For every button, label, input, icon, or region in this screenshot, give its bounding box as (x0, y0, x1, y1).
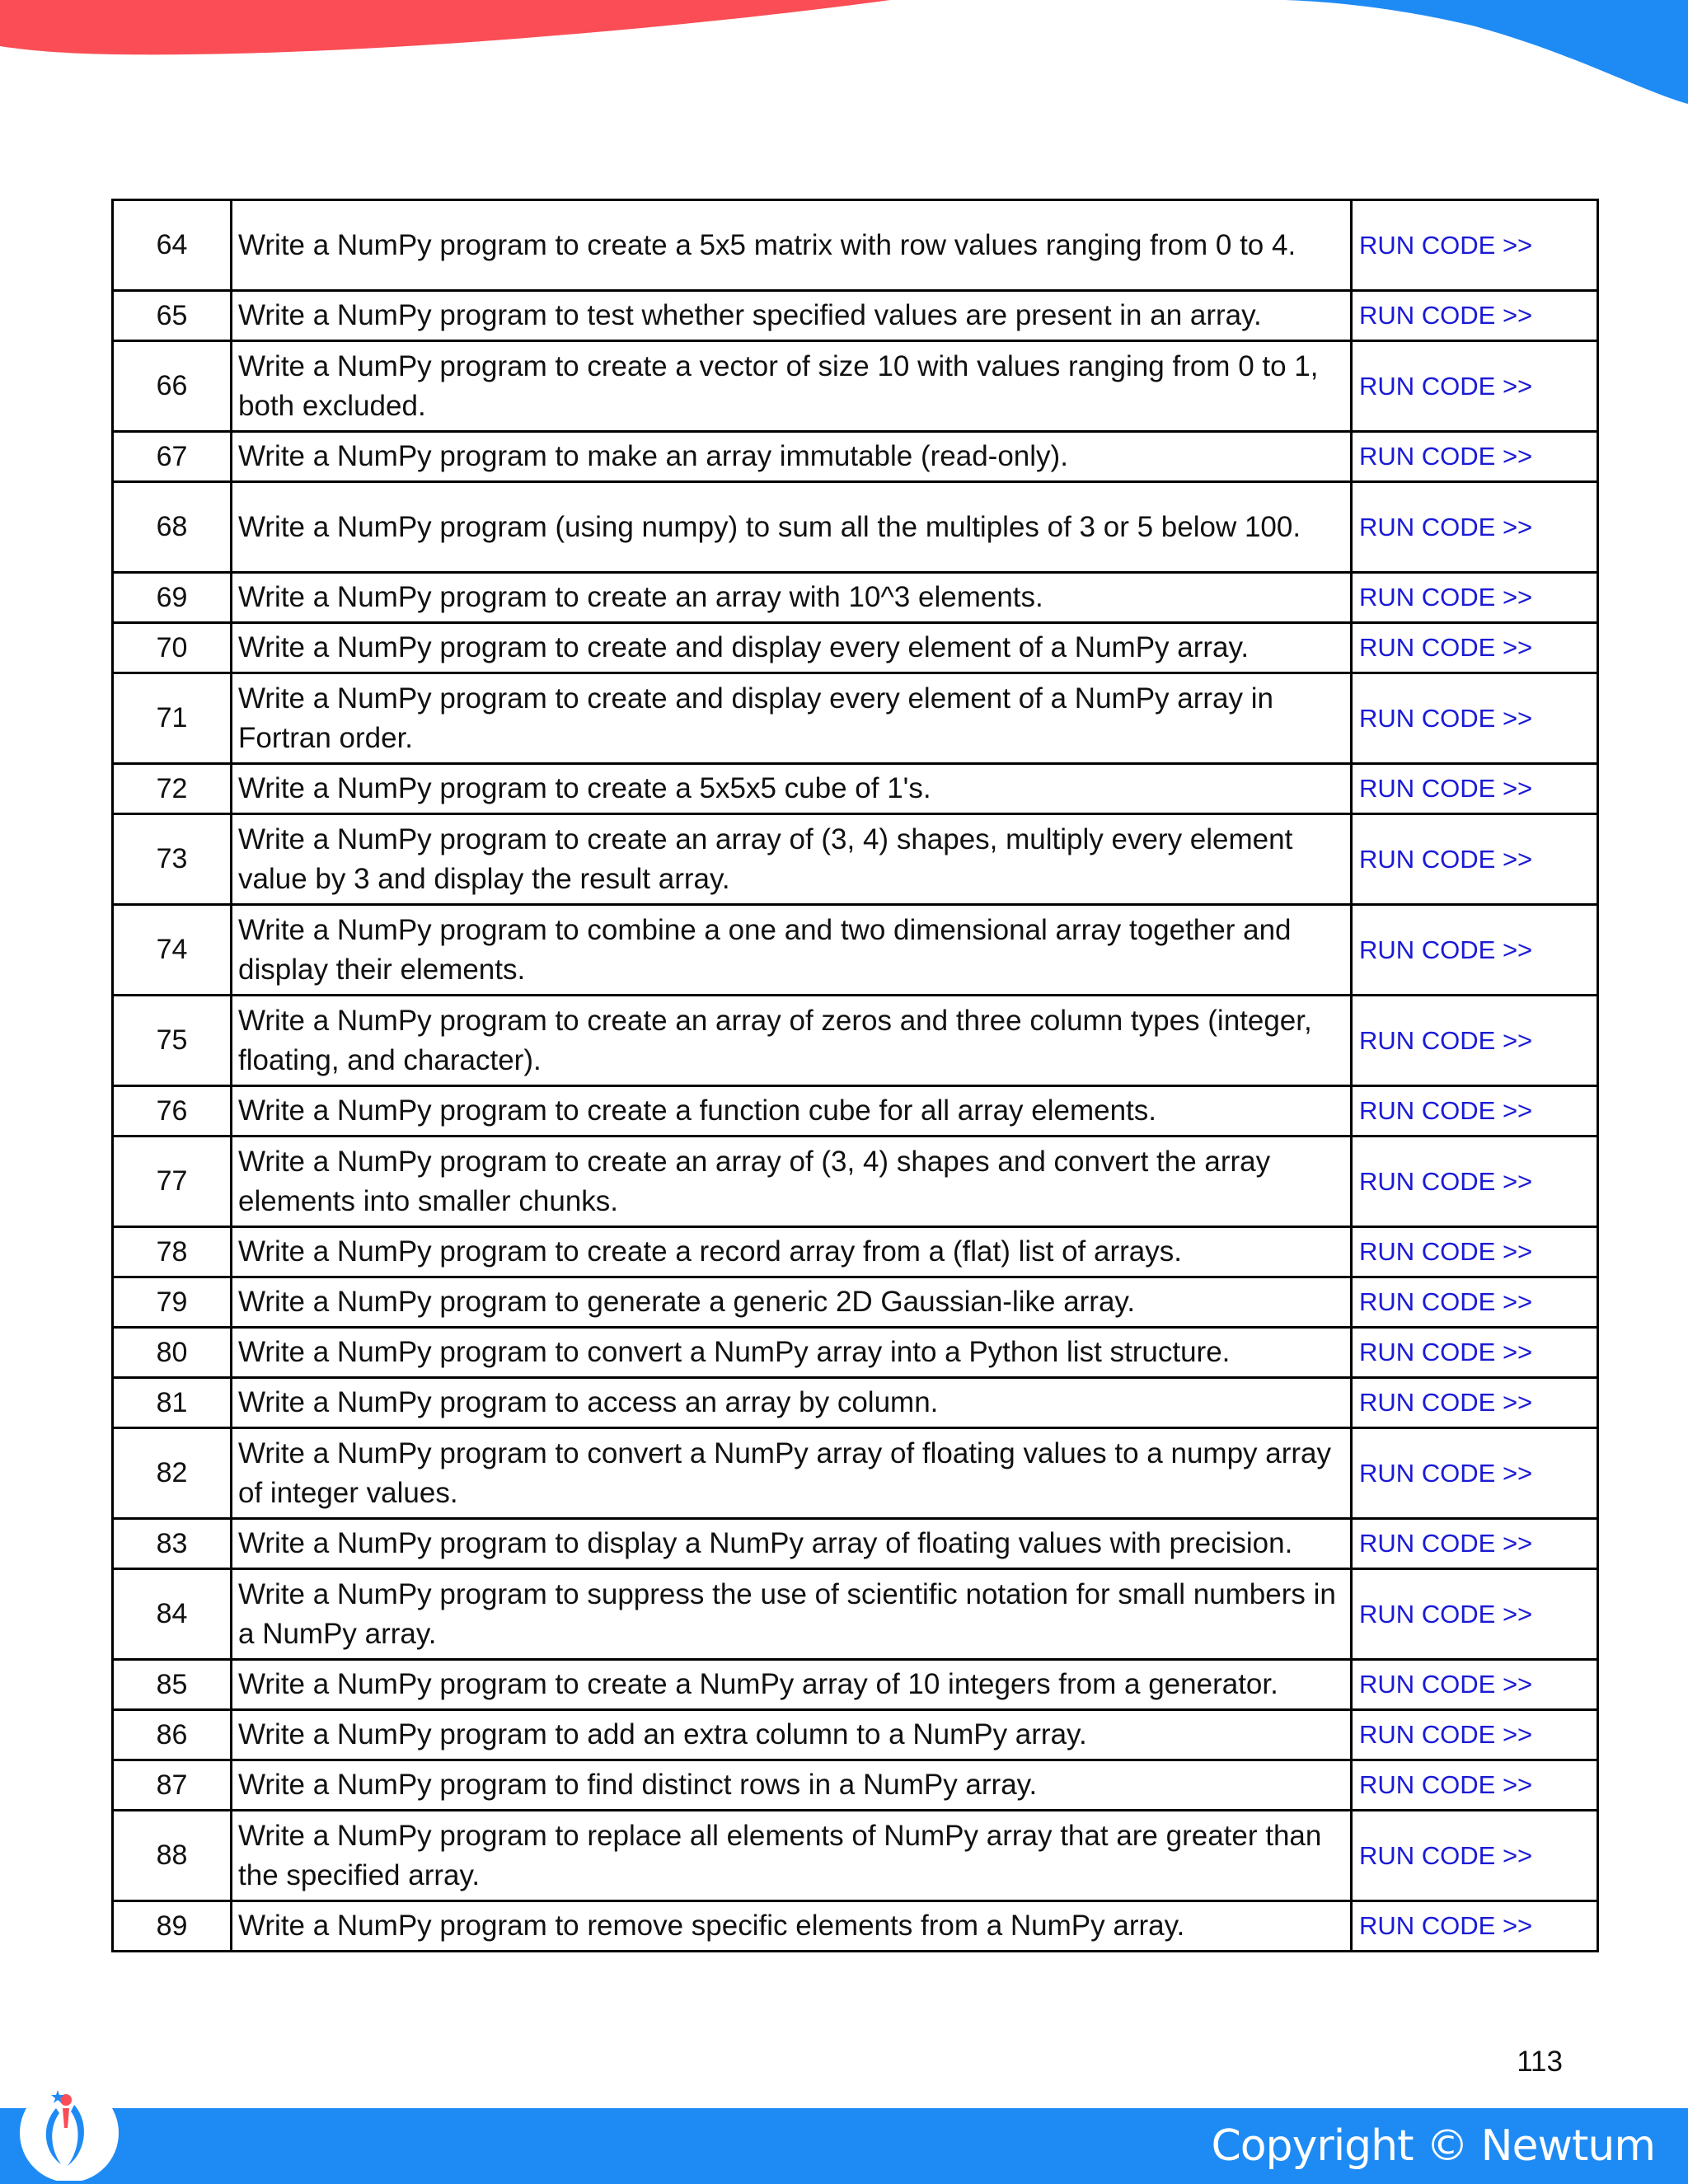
run-code-cell (1352, 1277, 1598, 1328)
exercise-description: Write a NumPy program to create an array of zeros and three column types (integer, floating, and character). (232, 996, 1352, 1086)
exercise-number: 88 (113, 1811, 232, 1901)
exercise-number: 65 (113, 291, 232, 341)
run-code-cell (1352, 341, 1598, 432)
exercise-number: 77 (113, 1137, 232, 1227)
table-row (113, 482, 1598, 573)
exercise-number: 71 (113, 673, 232, 764)
run-code-link[interactable]: RUN CODE >> (1359, 1599, 1533, 1629)
table-row (113, 341, 1598, 432)
run-code-cell (1352, 1519, 1598, 1569)
run-code-link[interactable]: RUN CODE >> (1359, 1025, 1533, 1055)
table-row (113, 1901, 1598, 1952)
exercise-description: Write a NumPy program to create a function cube for all array elements. (232, 1086, 1352, 1137)
exercise-number: 68 (113, 482, 232, 573)
exercise-description: Write a NumPy program to create a vector of size 10 with values ranging from 0 to 1, both excluded. (232, 341, 1352, 432)
top-wave-decoration (0, 0, 1688, 115)
exercise-description: Write a NumPy program to remove specific elements from a NumPy array. (232, 1901, 1352, 1952)
table-row (113, 1710, 1598, 1760)
table-row (113, 1277, 1598, 1328)
exercise-number: 78 (113, 1227, 232, 1277)
exercise-number: 74 (113, 905, 232, 996)
exercise-description: Write a NumPy program to create a 5x5 matrix with row values ranging from 0 to 4. (232, 200, 1352, 291)
run-code-link[interactable]: RUN CODE >> (1359, 935, 1533, 964)
exercise-description: Write a NumPy program to create an array of (3, 4) shapes, multiply every element value by 3 and display the result array. (232, 814, 1352, 905)
exercise-number: 87 (113, 1760, 232, 1811)
table-row (113, 814, 1598, 905)
exercise-number: 86 (113, 1710, 232, 1760)
exercise-table (111, 199, 1599, 1952)
page-number: 113 (1517, 2046, 1563, 2078)
exercise-description: Write a NumPy program to create and display every element of a NumPy array. (232, 623, 1352, 673)
table-row (113, 200, 1598, 291)
run-code-link[interactable]: RUN CODE >> (1359, 371, 1533, 401)
exercise-number: 79 (113, 1277, 232, 1328)
run-code-cell (1352, 1710, 1598, 1760)
exercise-description: Write a NumPy program to convert a NumPy array into a Python list structure. (232, 1328, 1352, 1378)
exercise-description: Write a NumPy program to combine a one and two dimensional array together and display their elements. (232, 905, 1352, 996)
exercise-number: 82 (113, 1428, 232, 1519)
run-code-cell (1352, 1660, 1598, 1710)
run-code-link[interactable]: RUN CODE >> (1359, 1911, 1533, 1940)
run-code-link[interactable]: RUN CODE >> (1359, 1458, 1533, 1488)
exercise-description: Write a NumPy program to create an array with 10^3 elements. (232, 573, 1352, 623)
exercise-description: Write a NumPy program to create a NumPy array of 10 integers from a generator. (232, 1660, 1352, 1710)
exercise-number: 80 (113, 1328, 232, 1378)
exercise-description: Write a NumPy program to make an array immutable (read-only). (232, 432, 1352, 482)
table-row (113, 996, 1598, 1086)
run-code-cell (1352, 1328, 1598, 1378)
exercise-description: Write a NumPy program to access an array by column. (232, 1378, 1352, 1428)
run-code-link[interactable]: RUN CODE >> (1359, 1529, 1533, 1558)
table-row (113, 673, 1598, 764)
run-code-link[interactable]: RUN CODE >> (1359, 1770, 1533, 1799)
run-code-cell (1352, 573, 1598, 623)
run-code-link[interactable]: RUN CODE >> (1359, 703, 1533, 733)
table-row (113, 1811, 1598, 1901)
exercise-number: 72 (113, 764, 232, 814)
run-code-cell (1352, 1428, 1598, 1519)
run-code-link[interactable]: RUN CODE >> (1359, 1670, 1533, 1699)
table-row (113, 432, 1598, 482)
run-code-link[interactable]: RUN CODE >> (1359, 1096, 1533, 1125)
run-code-cell (1352, 673, 1598, 764)
table-row (113, 764, 1598, 814)
table-row (113, 1569, 1598, 1660)
run-code-cell (1352, 1086, 1598, 1137)
exercise-number: 73 (113, 814, 232, 905)
table-row (113, 1519, 1598, 1569)
run-code-link[interactable]: RUN CODE >> (1359, 633, 1533, 662)
run-code-cell (1352, 905, 1598, 996)
exercise-description: Write a NumPy program to create an array of (3, 4) shapes and convert the array elements into smaller chunks. (232, 1137, 1352, 1227)
table-row (113, 1378, 1598, 1428)
exercise-description: Write a NumPy program (using numpy) to sum all the multiples of 3 or 5 below 100. (232, 482, 1352, 573)
exercise-number: 89 (113, 1901, 232, 1952)
run-code-cell (1352, 1137, 1598, 1227)
run-code-link[interactable]: RUN CODE >> (1359, 1840, 1533, 1870)
table-row (113, 1760, 1598, 1811)
run-code-cell (1352, 432, 1598, 482)
run-code-cell (1352, 200, 1598, 291)
run-code-cell (1352, 482, 1598, 573)
exercise-number: 81 (113, 1378, 232, 1428)
run-code-cell (1352, 1901, 1598, 1952)
exercise-number: 64 (113, 200, 232, 291)
exercise-description: Write a NumPy program to convert a NumPy array of floating values to a numpy array of integer values. (232, 1428, 1352, 1519)
exercise-description: Write a NumPy program to create and display every element of a NumPy array in Fortran order. (232, 673, 1352, 764)
exercise-description: Write a NumPy program to find distinct rows in a NumPy array. (232, 1760, 1352, 1811)
run-code-link[interactable]: RUN CODE >> (1359, 1166, 1533, 1196)
run-code-link[interactable]: RUN CODE >> (1359, 1388, 1533, 1417)
exercise-description: Write a NumPy program to add an extra column to a NumPy array. (232, 1710, 1352, 1760)
run-code-cell (1352, 1811, 1598, 1901)
run-code-cell (1352, 1227, 1598, 1277)
run-code-cell (1352, 764, 1598, 814)
exercise-description: Write a NumPy program to create a 5x5x5 cube of 1's. (232, 764, 1352, 814)
exercise-number: 85 (113, 1660, 232, 1710)
exercise-number: 67 (113, 432, 232, 482)
exercise-number: 75 (113, 996, 232, 1086)
exercise-description: Write a NumPy program to replace all elements of NumPy array that are greater than the specified array. (232, 1811, 1352, 1901)
run-code-link[interactable]: RUN CODE >> (1359, 1237, 1533, 1266)
exercise-description: Write a NumPy program to create a record array from a (flat) list of arrays. (232, 1227, 1352, 1277)
table-row (113, 1137, 1598, 1227)
newtum-logo-icon (16, 2075, 122, 2181)
top-wave-red (0, 0, 890, 54)
table-row (113, 1428, 1598, 1519)
run-code-link[interactable]: RUN CODE >> (1359, 1338, 1533, 1366)
exercise-number: 70 (113, 623, 232, 673)
exercise-number: 76 (113, 1086, 232, 1137)
table-row (113, 573, 1598, 623)
run-code-cell (1352, 996, 1598, 1086)
table-row (113, 1328, 1598, 1378)
run-code-link[interactable]: RUN CODE >> (1359, 230, 1533, 260)
run-code-link[interactable]: RUN CODE >> (1359, 774, 1533, 803)
exercise-number: 84 (113, 1569, 232, 1660)
table-row (113, 1227, 1598, 1277)
exercise-description: Write a NumPy program to generate a generic 2D Gaussian-like array. (232, 1277, 1352, 1328)
run-code-cell (1352, 1378, 1598, 1428)
run-code-link[interactable]: RUN CODE >> (1359, 512, 1533, 541)
run-code-cell (1352, 291, 1598, 341)
exercise-description: Write a NumPy program to display a NumPy array of floating values with precision. (232, 1519, 1352, 1569)
exercise-number: 69 (113, 573, 232, 623)
table-row (113, 905, 1598, 996)
run-code-link[interactable]: RUN CODE >> (1359, 1720, 1533, 1749)
run-code-link[interactable]: RUN CODE >> (1359, 844, 1533, 874)
run-code-cell (1352, 1760, 1598, 1811)
run-code-cell (1352, 814, 1598, 905)
table-row (113, 623, 1598, 673)
copyright-text: Copyright © Newtum (1211, 2121, 1655, 2171)
run-code-cell (1352, 623, 1598, 673)
table-row (113, 291, 1598, 341)
run-code-link[interactable]: RUN CODE >> (1359, 301, 1533, 330)
run-code-link[interactable]: RUN CODE >> (1359, 1287, 1533, 1316)
top-wave-blue (1286, 0, 1688, 104)
run-code-link[interactable]: RUN CODE >> (1359, 583, 1533, 612)
run-code-link[interactable]: RUN CODE >> (1359, 442, 1533, 471)
exercise-number: 66 (113, 341, 232, 432)
table-row (113, 1660, 1598, 1710)
table-row (113, 1086, 1598, 1137)
exercise-description: Write a NumPy program to test whether specified values are present in an array. (232, 291, 1352, 341)
exercise-description: Write a NumPy program to suppress the use of scientific notation for small numbers in a NumPy array. (232, 1569, 1352, 1660)
exercise-number: 83 (113, 1519, 232, 1569)
run-code-cell (1352, 1569, 1598, 1660)
